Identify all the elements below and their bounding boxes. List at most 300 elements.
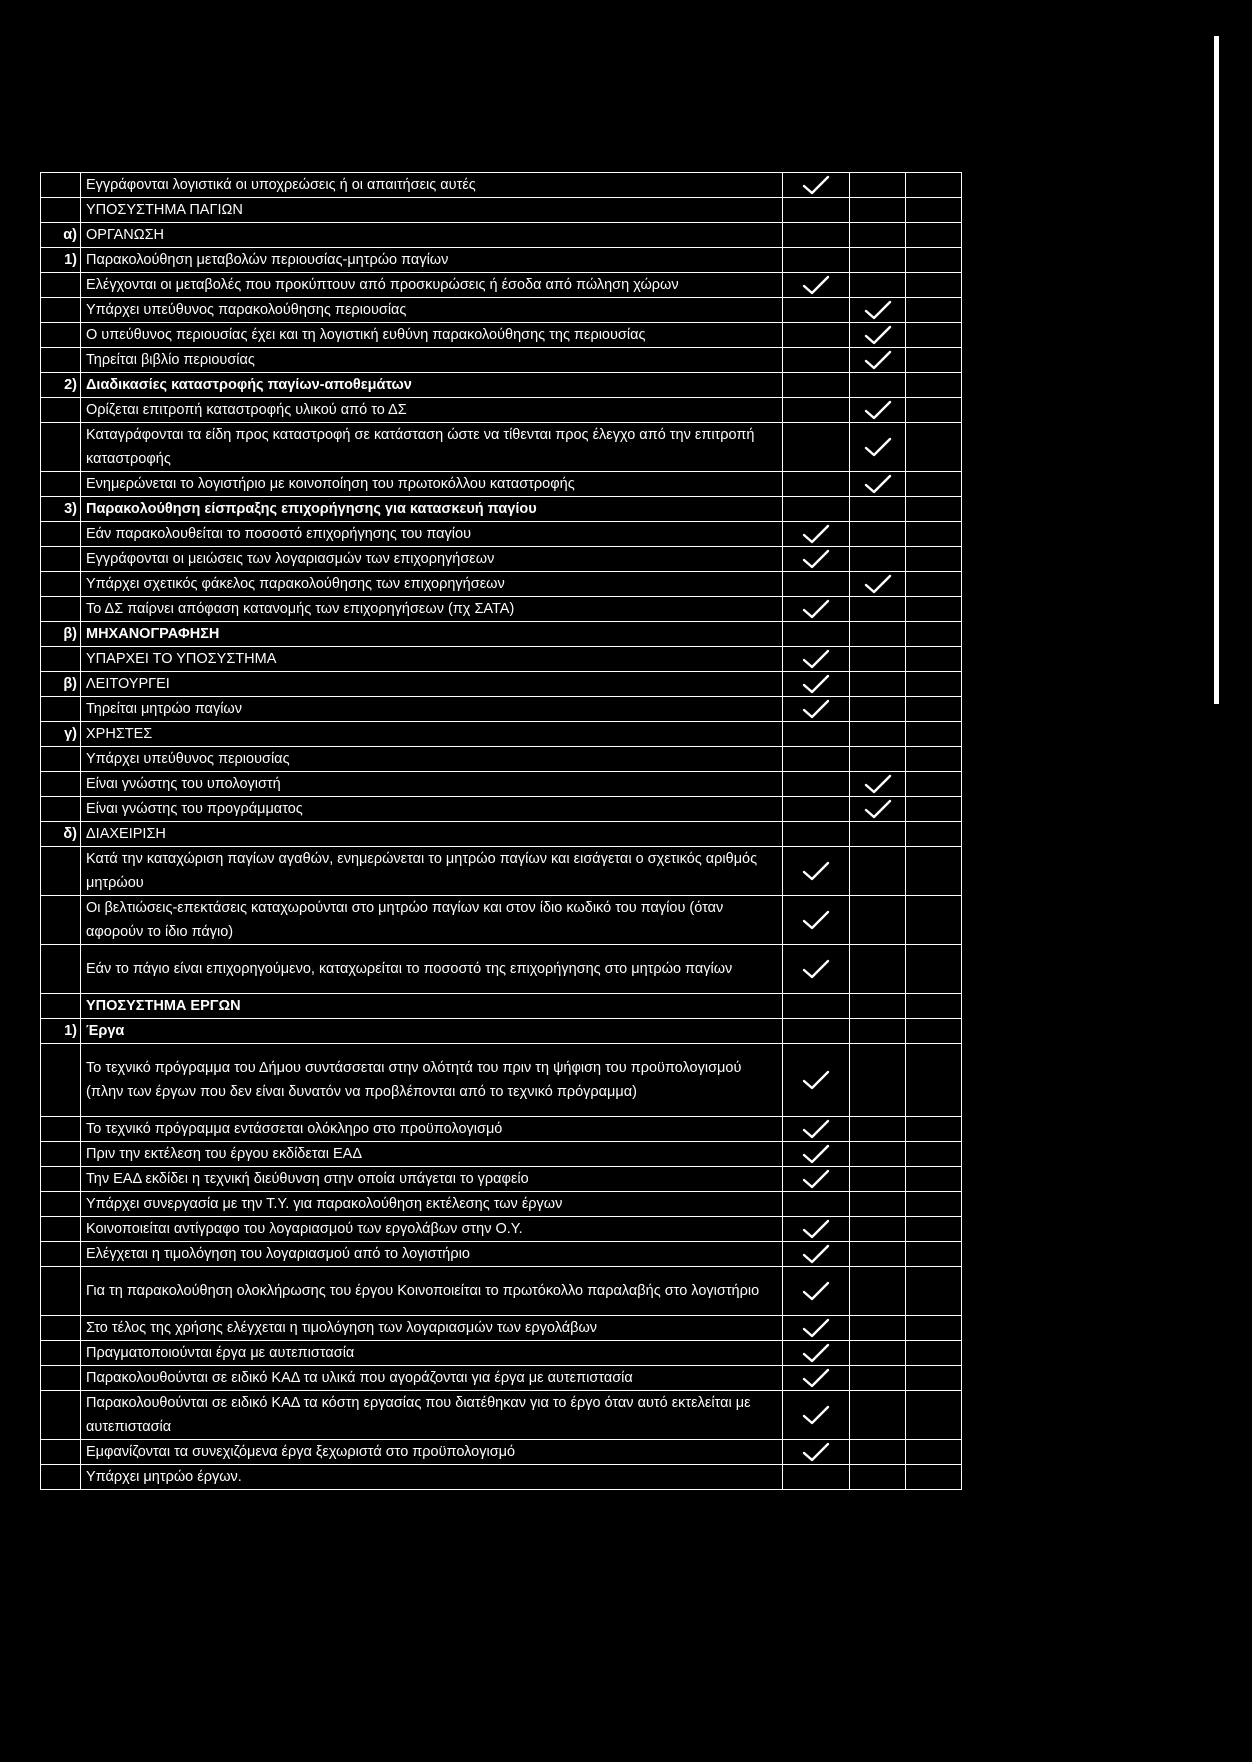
check-cell-1 — [783, 1167, 850, 1192]
row-text: ΟΡΓΑΝΩΣΗ — [81, 223, 783, 248]
check-cell-3 — [906, 1366, 962, 1391]
check-cell-1 — [783, 1217, 850, 1242]
check-cell-1 — [783, 647, 850, 672]
check-cell-2 — [850, 597, 906, 622]
check-cell-3 — [906, 772, 962, 797]
check-cell-1 — [783, 822, 850, 847]
check-cell-3 — [906, 747, 962, 772]
check-cell-2 — [850, 348, 906, 373]
row-number — [41, 348, 81, 373]
check-cell-1 — [783, 1391, 850, 1440]
check-cell-2 — [850, 1044, 906, 1117]
check-cell-1 — [783, 198, 850, 223]
checklist-row — [41, 1465, 962, 1490]
checkmark-icon — [801, 1343, 831, 1363]
row-text: Εγγράφονται οι μειώσεις των λογαριασμών των επιχορηγήσεων — [81, 547, 783, 572]
checklist-row — [41, 1391, 962, 1440]
check-cell-1 — [783, 1019, 850, 1044]
check-cell-2 — [850, 1440, 906, 1465]
row-text: Υπάρχει υπεύθυνος περιουσίας — [81, 747, 783, 772]
check-cell-3 — [906, 945, 962, 994]
check-cell-2 — [850, 298, 906, 323]
row-text: Εμφανίζονται τα συνεχιζόμενα έργα ξεχωριστά στο προϋπολογισμό — [81, 1440, 783, 1465]
checklist-row — [41, 1217, 962, 1242]
checkmark-icon — [801, 699, 831, 719]
row-number — [41, 1341, 81, 1366]
checklist-row — [41, 1192, 962, 1217]
check-cell-1 — [783, 1341, 850, 1366]
row-number — [41, 198, 81, 223]
check-cell-3 — [906, 1019, 962, 1044]
row-number — [41, 747, 81, 772]
row-text: Οι βελτιώσεις-επεκτάσεις καταχωρούνται στο μητρώο παγίων και στον ίδιο κωδικό του παγίου (όταν αφορούν το ίδιο πάγιο) — [81, 896, 783, 945]
row-text: Είναι γνώστης του υπολογιστή — [81, 772, 783, 797]
row-number — [41, 547, 81, 572]
check-cell-2 — [850, 822, 906, 847]
row-number — [41, 994, 81, 1019]
checklist-row — [41, 1242, 962, 1267]
checklist-row — [41, 173, 962, 198]
check-cell-2 — [850, 697, 906, 722]
row-text: ΔΙΑΧΕΙΡΙΣΗ — [81, 822, 783, 847]
check-cell-3 — [906, 248, 962, 273]
check-cell-1 — [783, 1316, 850, 1341]
check-cell-3 — [906, 896, 962, 945]
checklist-row — [41, 497, 962, 522]
check-cell-1 — [783, 847, 850, 896]
check-cell-3 — [906, 348, 962, 373]
checkmark-icon — [801, 1405, 831, 1425]
check-cell-3 — [906, 622, 962, 647]
checkmark-icon — [801, 1144, 831, 1164]
check-cell-3 — [906, 472, 962, 497]
check-cell-3 — [906, 1391, 962, 1440]
row-number — [41, 1217, 81, 1242]
check-cell-1 — [783, 697, 850, 722]
check-cell-1 — [783, 323, 850, 348]
check-cell-3 — [906, 1316, 962, 1341]
row-text: Το τεχνικό πρόγραμμα του Δήμου συντάσσεται στην ολότητά του πριν τη ψήφιση του προϋπολογισμού (πλην των έργων που δεν είναι δυνατόν να προβλέπονται από το τεχνικό πρόγραμμα) — [81, 1044, 783, 1117]
check-cell-1 — [783, 1117, 850, 1142]
row-number — [41, 323, 81, 348]
checklist-row — [41, 945, 962, 994]
row-text: ΧΡΗΣΤΕΣ — [81, 722, 783, 747]
row-text: Πραγματοποιούνται έργα με αυτεπιστασία — [81, 1341, 783, 1366]
check-cell-3 — [906, 822, 962, 847]
check-cell-1 — [783, 1267, 850, 1316]
row-number — [41, 1391, 81, 1440]
check-cell-2 — [850, 173, 906, 198]
check-cell-3 — [906, 298, 962, 323]
check-cell-3 — [906, 1217, 962, 1242]
checklist-row — [41, 298, 962, 323]
check-cell-1 — [783, 472, 850, 497]
checklist-row — [41, 822, 962, 847]
check-cell-3 — [906, 1440, 962, 1465]
check-cell-1 — [783, 994, 850, 1019]
check-cell-2 — [850, 522, 906, 547]
checklist-row — [41, 896, 962, 945]
row-text: Την ΕΑΔ εκδίδει η τεχνική διεύθυνση στην οποία υπάγεται το γραφείο — [81, 1167, 783, 1192]
row-number — [41, 647, 81, 672]
check-cell-1 — [783, 945, 850, 994]
check-cell-2 — [850, 896, 906, 945]
row-number — [41, 273, 81, 298]
check-cell-3 — [906, 1167, 962, 1192]
checkmark-icon — [801, 599, 831, 619]
checklist-row — [41, 622, 962, 647]
check-cell-2 — [850, 547, 906, 572]
check-cell-1 — [783, 896, 850, 945]
row-text: ΛΕΙΤΟΥΡΓΕΙ — [81, 672, 783, 697]
checklist-row — [41, 373, 962, 398]
row-text: Εγγράφονται λογιστικά οι υποχρεώσεις ή οι απαιτήσεις αυτές — [81, 173, 783, 198]
check-cell-1 — [783, 1192, 850, 1217]
scan-edge-line — [1214, 36, 1219, 704]
row-text: Το τεχνικό πρόγραμμα εντάσσεται ολόκληρο στο προϋπολογισμό — [81, 1117, 783, 1142]
check-cell-2 — [850, 1366, 906, 1391]
check-cell-2 — [850, 373, 906, 398]
row-text: Το ΔΣ παίρνει απόφαση κατανομής των επιχορηγήσεων (πχ ΣΑΤΑ) — [81, 597, 783, 622]
check-cell-3 — [906, 1117, 962, 1142]
checkmark-icon — [801, 861, 831, 881]
check-cell-2 — [850, 1117, 906, 1142]
row-text: Ο υπεύθυνος περιουσίας έχει και τη λογιστική ευθύνη παρακολούθησης της περιουσίας — [81, 323, 783, 348]
check-cell-2 — [850, 722, 906, 747]
checklist-row — [41, 847, 962, 896]
row-number — [41, 1117, 81, 1142]
row-text: Υπάρχει σχετικός φάκελος παρακολούθησης των επιχορηγήσεων — [81, 572, 783, 597]
check-cell-3 — [906, 373, 962, 398]
check-cell-3 — [906, 847, 962, 896]
row-number — [41, 896, 81, 945]
check-cell-3 — [906, 572, 962, 597]
checkmark-icon — [801, 1070, 831, 1090]
check-cell-3 — [906, 1044, 962, 1117]
check-cell-2 — [850, 1465, 906, 1490]
row-text: Παρακολουθούνται σε ειδικό ΚΑΔ τα κόστη εργασίας που διατέθηκαν για το έργο όταν αυτό εκτελείται με αυτεπιστασία — [81, 1391, 783, 1440]
checkmark-icon — [863, 437, 893, 457]
row-number — [41, 772, 81, 797]
row-number — [41, 847, 81, 896]
check-cell-2 — [850, 273, 906, 298]
check-cell-3 — [906, 697, 962, 722]
check-cell-2 — [850, 248, 906, 273]
check-cell-2 — [850, 1391, 906, 1440]
checklist-row — [41, 1341, 962, 1366]
checklist-row — [41, 1440, 962, 1465]
checklist-row — [41, 1044, 962, 1117]
row-text: Είναι γνώστης του προγράμματος — [81, 797, 783, 822]
row-number: 1) — [41, 248, 81, 273]
check-cell-2 — [850, 945, 906, 994]
check-cell-3 — [906, 497, 962, 522]
checklist-row — [41, 1117, 962, 1142]
check-cell-2 — [850, 472, 906, 497]
row-number: 1) — [41, 1019, 81, 1044]
check-cell-3 — [906, 1142, 962, 1167]
row-text: Κοινοποιείται αντίγραφο του λογαριασμού των εργολάβων στην Ο.Υ. — [81, 1217, 783, 1242]
check-cell-3 — [906, 1192, 962, 1217]
checkmark-icon — [801, 1219, 831, 1239]
row-text: Στο τέλος της χρήσης ελέγχεται η τιμολόγηση των λογαριασμών των εργολάβων — [81, 1316, 783, 1341]
checkmark-icon — [801, 1318, 831, 1338]
row-number: δ) — [41, 822, 81, 847]
check-cell-2 — [850, 647, 906, 672]
check-cell-3 — [906, 722, 962, 747]
checkmark-icon — [801, 1442, 831, 1462]
checklist-row — [41, 348, 962, 373]
check-cell-1 — [783, 547, 850, 572]
checklist-row — [41, 547, 962, 572]
checklist-row — [41, 672, 962, 697]
check-cell-3 — [906, 198, 962, 223]
checklist-row — [41, 597, 962, 622]
check-cell-2 — [850, 1142, 906, 1167]
row-text: Καταγράφονται τα είδη προς καταστροφή σε κατάσταση ώστε να τίθενται προς έλεγχο από την επιτροπή καταστροφής — [81, 423, 783, 472]
row-number — [41, 1267, 81, 1316]
checklist-row — [41, 1142, 962, 1167]
check-cell-1 — [783, 522, 850, 547]
check-cell-2 — [850, 994, 906, 1019]
check-cell-1 — [783, 273, 850, 298]
row-number: 2) — [41, 373, 81, 398]
row-text: Παρακολούθηση μεταβολών περιουσίας-μητρώο παγίων — [81, 248, 783, 273]
check-cell-2 — [850, 1167, 906, 1192]
check-cell-3 — [906, 597, 962, 622]
row-number — [41, 1316, 81, 1341]
check-cell-3 — [906, 797, 962, 822]
checklist-row — [41, 472, 962, 497]
checklist-row — [41, 994, 962, 1019]
check-cell-2 — [850, 1217, 906, 1242]
row-text: Ενημερώνεται το λογιστήριο με κοινοποίηση του πρωτοκόλλου καταστροφής — [81, 472, 783, 497]
check-cell-1 — [783, 398, 850, 423]
row-text: Έργα — [81, 1019, 783, 1044]
check-cell-1 — [783, 298, 850, 323]
checklist-row — [41, 398, 962, 423]
check-cell-3 — [906, 273, 962, 298]
check-cell-1 — [783, 597, 850, 622]
checklist-row — [41, 323, 962, 348]
row-text: Τηρείται μητρώο παγίων — [81, 697, 783, 722]
check-cell-2 — [850, 323, 906, 348]
row-number — [41, 1465, 81, 1490]
check-cell-1 — [783, 747, 850, 772]
checklist-row — [41, 747, 962, 772]
check-cell-1 — [783, 622, 850, 647]
check-cell-3 — [906, 647, 962, 672]
row-number — [41, 797, 81, 822]
row-number: 3) — [41, 497, 81, 522]
row-text: Εάν το πάγιο είναι επιχορηγούμενο, καταχωρείται το ποσοστό της επιχορήγησης στο μητρώο παγίων — [81, 945, 783, 994]
checkmark-icon — [863, 350, 893, 370]
checkmark-icon — [801, 649, 831, 669]
row-number — [41, 1366, 81, 1391]
checklist-row — [41, 1167, 962, 1192]
check-cell-3 — [906, 672, 962, 697]
checklist-row — [41, 572, 962, 597]
row-number — [41, 572, 81, 597]
checklist-row — [41, 248, 962, 273]
checklist-row — [41, 522, 962, 547]
check-cell-2 — [850, 423, 906, 472]
row-number — [41, 522, 81, 547]
checklist-row — [41, 223, 962, 248]
checklist-row — [41, 722, 962, 747]
check-cell-1 — [783, 797, 850, 822]
row-text: Ελέγχονται οι μεταβολές που προκύπτουν από προσκυρώσεις ή έσοδα από πώληση χώρων — [81, 273, 783, 298]
row-text: Πριν την εκτέλεση του έργου εκδίδεται ΕΑΔ — [81, 1142, 783, 1167]
check-cell-3 — [906, 423, 962, 472]
check-cell-2 — [850, 572, 906, 597]
check-cell-1 — [783, 1142, 850, 1167]
check-cell-2 — [850, 223, 906, 248]
checklist-row — [41, 797, 962, 822]
checkmark-icon — [801, 1281, 831, 1301]
check-cell-2 — [850, 1316, 906, 1341]
checklist-row — [41, 423, 962, 472]
row-text: Για τη παρακολούθηση ολοκλήρωσης του έργου Κοινοποιείται το πρωτόκολλο παραλαβής στο λογιστήριο — [81, 1267, 783, 1316]
check-cell-1 — [783, 223, 850, 248]
row-text: ΥΠΑΡΧΕΙ ΤΟ ΥΠΟΣΥΣΤΗΜΑ — [81, 647, 783, 672]
check-cell-3 — [906, 1341, 962, 1366]
checkmark-icon — [801, 910, 831, 930]
check-cell-2 — [850, 1019, 906, 1044]
check-cell-1 — [783, 1044, 850, 1117]
checkmark-icon — [801, 674, 831, 694]
row-text: ΥΠΟΣΥΣΤΗΜΑ ΕΡΓΩΝ — [81, 994, 783, 1019]
checklist-row — [41, 647, 962, 672]
checkmark-icon — [801, 1169, 831, 1189]
row-text: Υπάρχει συνεργασία με την Τ.Υ. για παρακολούθηση εκτέλεσης των έργων — [81, 1192, 783, 1217]
row-number: β) — [41, 622, 81, 647]
check-cell-1 — [783, 722, 850, 747]
row-text: Εάν παρακολουθείται το ποσοστό επιχορήγησης του παγίου — [81, 522, 783, 547]
check-cell-2 — [850, 672, 906, 697]
checklist-body — [41, 173, 962, 1490]
checklist-row — [41, 1267, 962, 1316]
check-cell-3 — [906, 323, 962, 348]
row-number — [41, 597, 81, 622]
row-number — [41, 697, 81, 722]
checklist-row — [41, 1366, 962, 1391]
check-cell-1 — [783, 1440, 850, 1465]
checklist-row — [41, 772, 962, 797]
check-cell-1 — [783, 572, 850, 597]
check-cell-1 — [783, 772, 850, 797]
check-cell-2 — [850, 622, 906, 647]
row-text: Παρακολουθούνται σε ειδικό ΚΑΔ τα υλικά που αγοράζονται για έργα με αυτεπιστασία — [81, 1366, 783, 1391]
check-cell-3 — [906, 1267, 962, 1316]
row-text: ΥΠΟΣΥΣΤΗΜΑ ΠΑΓΙΩΝ — [81, 198, 783, 223]
check-cell-2 — [850, 747, 906, 772]
check-cell-1 — [783, 373, 850, 398]
row-number — [41, 173, 81, 198]
check-cell-3 — [906, 1242, 962, 1267]
checklist-row — [41, 697, 962, 722]
check-cell-3 — [906, 547, 962, 572]
row-text: Διαδικασίες καταστροφής παγίων-αποθεμάτων — [81, 373, 783, 398]
row-number — [41, 945, 81, 994]
checkmark-icon — [863, 474, 893, 494]
checklist-row — [41, 1019, 962, 1044]
row-number — [41, 423, 81, 472]
check-cell-2 — [850, 1192, 906, 1217]
check-cell-1 — [783, 1465, 850, 1490]
row-number: α) — [41, 223, 81, 248]
row-text: Τηρείται βιβλίο περιουσίας — [81, 348, 783, 373]
check-cell-1 — [783, 672, 850, 697]
check-cell-3 — [906, 994, 962, 1019]
row-number — [41, 1242, 81, 1267]
row-text: Κατά την καταχώριση παγίων αγαθών, ενημερώνεται το μητρώο παγίων και εισάγεται ο σχετικός αριθμός μητρώου — [81, 847, 783, 896]
checkmark-icon — [801, 524, 831, 544]
check-cell-2 — [850, 847, 906, 896]
row-number — [41, 472, 81, 497]
checkmark-icon — [801, 1368, 831, 1388]
check-cell-2 — [850, 398, 906, 423]
row-text: Υπάρχει υπεύθυνος παρακολούθησης περιουσίας — [81, 298, 783, 323]
checkmark-icon — [863, 574, 893, 594]
check-cell-1 — [783, 173, 850, 198]
checklist-row — [41, 198, 962, 223]
check-cell-1 — [783, 1242, 850, 1267]
check-cell-2 — [850, 1267, 906, 1316]
check-cell-2 — [850, 772, 906, 797]
check-cell-1 — [783, 497, 850, 522]
check-cell-1 — [783, 248, 850, 273]
checkmark-icon — [801, 959, 831, 979]
checklist-row — [41, 273, 962, 298]
row-number — [41, 1044, 81, 1117]
check-cell-3 — [906, 522, 962, 547]
row-number — [41, 1440, 81, 1465]
row-number: γ) — [41, 722, 81, 747]
check-cell-2 — [850, 497, 906, 522]
check-cell-3 — [906, 1465, 962, 1490]
checkmark-icon — [801, 275, 831, 295]
checkmark-icon — [801, 1244, 831, 1264]
check-cell-3 — [906, 173, 962, 198]
check-cell-3 — [906, 398, 962, 423]
checkmark-icon — [801, 1119, 831, 1139]
check-cell-2 — [850, 797, 906, 822]
row-text: Παρακολούθηση είσπραξης επιχορήγησης για κατασκευή παγίου — [81, 497, 783, 522]
row-text: ΜΗΧΑΝΟΓΡΑΦΗΣΗ — [81, 622, 783, 647]
row-number — [41, 298, 81, 323]
row-number — [41, 1142, 81, 1167]
check-cell-2 — [850, 198, 906, 223]
checkmark-icon — [863, 400, 893, 420]
check-cell-1 — [783, 348, 850, 373]
row-number — [41, 1167, 81, 1192]
checkmark-icon — [863, 799, 893, 819]
check-cell-2 — [850, 1242, 906, 1267]
row-number: β) — [41, 672, 81, 697]
row-text: Ορίζεται επιτροπή καταστροφής υλικού από το ΔΣ — [81, 398, 783, 423]
checkmark-icon — [801, 175, 831, 195]
row-number — [41, 1192, 81, 1217]
checkmark-icon — [863, 300, 893, 320]
check-cell-2 — [850, 1341, 906, 1366]
checkmark-icon — [863, 774, 893, 794]
check-cell-1 — [783, 423, 850, 472]
checklist-row — [41, 1316, 962, 1341]
row-text: Υπάρχει μητρώο έργων. — [81, 1465, 783, 1490]
checklist-table — [40, 172, 962, 1490]
checkmark-icon — [801, 549, 831, 569]
